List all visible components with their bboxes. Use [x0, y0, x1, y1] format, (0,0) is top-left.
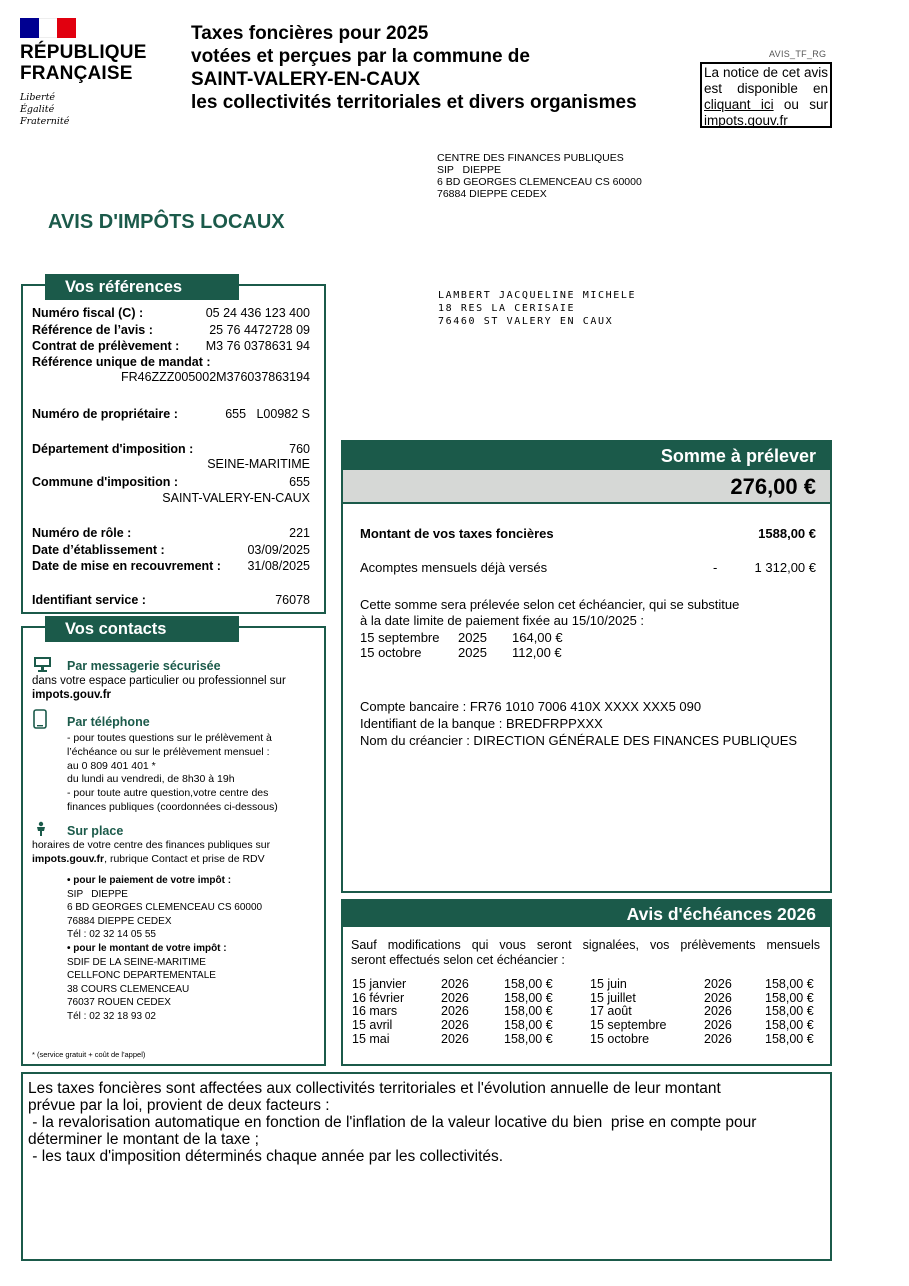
echeance-cell: 15 octobre [590, 1031, 650, 1046]
echeances-panel [341, 899, 832, 1066]
echeance-cell: 2026 [704, 977, 732, 991]
somme-panel [341, 440, 832, 893]
phone-icon [33, 709, 47, 729]
echeance-cell: 2026 [441, 1018, 469, 1033]
telephone-text: - pour toutes questions sur le prélèvement à l’échéance ou sur le prélèvement mensuel : au 0 809 401 401 * du lundi au vendredi, de 8h30 à 19h - pour toute autre question,votre centre des finances publiques (coordonnées ci-dessous) [67, 732, 278, 813]
references-panel: Vos références Numéro fiscal (C) : 05 24 436 123 400 Référence de l’avis : 25 76 4472728 09 Contrat de prélèvement : M3 76 0378631 94 Référence unique de mandat : FR46ZZZ005002M376037863194 Numéro de propriétaire : 655 L00982 S Département d'imposition : 760 SEINE-MARITIME Commune d'imposition : 655 SAINT-VALERY-EN-CAUX Numéro de rôle : 221 Date d’établissement : 03/09/2025 Date de mise en recouvrement : 31/08/2025 Identifiant service : 76078 [21, 284, 326, 614]
messagerie-title: Par messagerie sécurisée [67, 659, 221, 673]
paiement-block: • pour le paiement de votre impôt : SIP DIEPPE 6 BD GEORGES CLEMENCEAU CS 60000 76884 DIEPPE CEDEX Tél : 02 32 14 05 55 • pour le montant de votre impôt : SDIF DE LA SEINE-MARITIME CELLFONC DEPARTEMENTALE 38 COURS CLEMENCEAU 76037 ROUEN CEDEX Tél : 02 32 18 93 02 [67, 875, 263, 1022]
person-icon [33, 821, 49, 837]
numero-fiscal: Numéro fiscal (C) : 05 24 436 123 400 [32, 306, 310, 320]
contrat-prelevement: Contrat de prélèvement : M3 76 0378631 94 [32, 339, 310, 353]
somme-amount: 276,00 € [343, 470, 830, 504]
reference-mandat: Référence unique de mandat : [32, 355, 211, 369]
echeance-cell: 16 février [352, 990, 405, 1005]
notice-link[interactable]: cliquant ici [704, 97, 774, 112]
french-flag-icon [20, 18, 76, 38]
echeance-cell: 2026 [704, 1031, 732, 1046]
page-title: AVIS D'IMPÔTS LOCAUX [48, 211, 285, 233]
form-code: AVIS_TF_RG [769, 49, 827, 59]
contacts-panel [21, 620, 326, 1066]
echeance-cell: 158,00 € [504, 1018, 553, 1033]
document-heading: Taxes foncières pour 2025 votées et perçues par la commune de SAINT-VALERY-EN-CAUX les collectivités territoriales et divers organismes [191, 23, 637, 113]
echeancier-row: 15 octobre 2025 112,00 € [360, 645, 562, 660]
date-recouvrement: Date de mise en recouvrement : 31/08/2025 [32, 559, 310, 573]
echeance-cell: 2026 [704, 990, 732, 1005]
echeance-cell: 158,00 € [765, 1004, 814, 1019]
echeances-table [352, 978, 822, 1046]
echeance-cell: 17 août [590, 1004, 632, 1019]
echeance-cell: 158,00 € [504, 1031, 553, 1046]
echeance-cell: 2026 [704, 1018, 732, 1033]
echeance-cell: 15 mai [352, 1031, 390, 1046]
reference-avis: Référence de l’avis : 25 76 4472728 09 [32, 323, 310, 337]
logo-motto: Liberté Égalité Fraternité [20, 92, 70, 127]
echeance-cell: 2026 [441, 1004, 469, 1019]
echeance-cell: 158,00 € [504, 1004, 553, 1019]
echeance-cell: 2026 [704, 1004, 732, 1019]
echeance-cell: 158,00 € [504, 990, 553, 1005]
republique-francaise-logo [20, 18, 155, 138]
centre-finances-address: CENTRE DES FINANCES PUBLIQUES SIP DIEPPE 6 BD GEORGES CLEMENCEAU CS 60000 76884 DIEPPE CEDEX [437, 152, 642, 200]
echeance-cell: 15 septembre [590, 1018, 667, 1033]
computer-icon [33, 656, 53, 672]
recipient-address: LAMBERT JACQUELINE MICHELE 18 RES LA CERISAIE 76460 ST VALERY EN CAUX [438, 290, 637, 327]
echeancier-intro: Cette somme sera prélevée selon cet échéancier, qui se substitue à la date limite de paiement fixée au 15/10/2025 : [360, 597, 740, 628]
messagerie-link[interactable]: impots.gouv.fr [32, 689, 112, 701]
info-box: Les taxes foncières sont affectées aux collectivités territoriales et l'évolution annuelle de leur montant prévue par la loi, provient de deux facteurs : - la revalorisation automatique en fonction de l'inflation de la valeur locative du bien prise en compte pour déterminer le montant de la taxe ; - les taux d'imposition déterminés chaque année par les collectivités. [21, 1072, 832, 1261]
echeance-row [352, 992, 822, 1006]
commune-imposition: Commune d'imposition : 655 [32, 475, 310, 489]
echeance-row [352, 978, 822, 992]
echeances-heading: Avis d'échéances 2026 [343, 901, 830, 927]
messagerie-text: dans votre espace particulier ou professionnel sur impots.gouv.fr [32, 675, 286, 701]
echeance-cell: 15 janvier [352, 977, 407, 991]
echeance-row [352, 1033, 822, 1047]
logo-text: RÉPUBLIQUE FRANÇAISE [20, 42, 147, 84]
departement-imposition: Département d'imposition : 760 [32, 442, 310, 456]
identifiant-service: Identifiant service : 76078 [32, 593, 310, 607]
echeance-cell: 16 mars [352, 1004, 398, 1019]
montant-taxes: Montant de vos taxes foncières 1588,00 € [360, 526, 816, 541]
echeance-row [352, 1005, 822, 1019]
echeance-cell: 158,00 € [765, 977, 814, 991]
echeancier-list [360, 630, 816, 660]
echeance-cell: 15 juillet [590, 990, 636, 1005]
echeancier-row: 15 septembre 2025 164,00 € [360, 630, 563, 645]
echeance-cell: 15 avril [352, 1018, 393, 1033]
notice-box: La notice de cet avis est disponible en cliquant ici ou sur impots.gouv.fr [700, 62, 832, 128]
echeance-cell: 2026 [441, 977, 469, 991]
echeances-intro: Sauf modifications qui vous seront signalées, vos prélèvements mensuels seront effectués selon cet échéancier : [351, 938, 820, 967]
echeance-cell: 158,00 € [765, 990, 814, 1005]
echeance-cell: 158,00 € [765, 1031, 814, 1046]
acomptes: Acomptes mensuels déjà versés - 1 312,00 € [360, 560, 816, 575]
echeance-cell: 158,00 € [504, 977, 553, 991]
references-heading: Vos références [45, 274, 239, 300]
echeance-row [352, 1019, 822, 1033]
contacts-heading: Vos contacts [45, 616, 239, 642]
footnote: * (service gratuit + coût de l'appel) [32, 1050, 146, 1059]
surplace-link[interactable]: impots.gouv.fr [32, 852, 105, 865]
numero-role: Numéro de rôle : 221 [32, 526, 310, 540]
echeance-cell: 158,00 € [765, 1018, 814, 1033]
somme-heading: Somme à prélever [343, 442, 830, 470]
telephone-title: Par téléphone [67, 715, 150, 729]
echeance-cell: 2026 [441, 990, 469, 1005]
bank-details: Compte bancaire : FR76 1010 7006 410X XXXX XXX5 090 Identifiant de la banque : BREDFRPPXXX Nom du créancier : DIRECTION GÉNÉRALE DES FINANCES PUBLIQUES [360, 699, 798, 748]
surplace-text: horaires de votre centre des finances publiques sur impots.gouv.fr, rubrique Contact et prise de RDV [32, 839, 271, 865]
date-etablissement: Date d’établissement : 03/09/2025 [32, 543, 310, 557]
numero-proprietaire: Numéro de propriétaire : 655 L00982 S [32, 407, 310, 421]
surplace-title: Sur place [67, 824, 124, 838]
echeance-cell: 2026 [441, 1031, 469, 1046]
echeance-cell: 15 juin [590, 977, 627, 991]
